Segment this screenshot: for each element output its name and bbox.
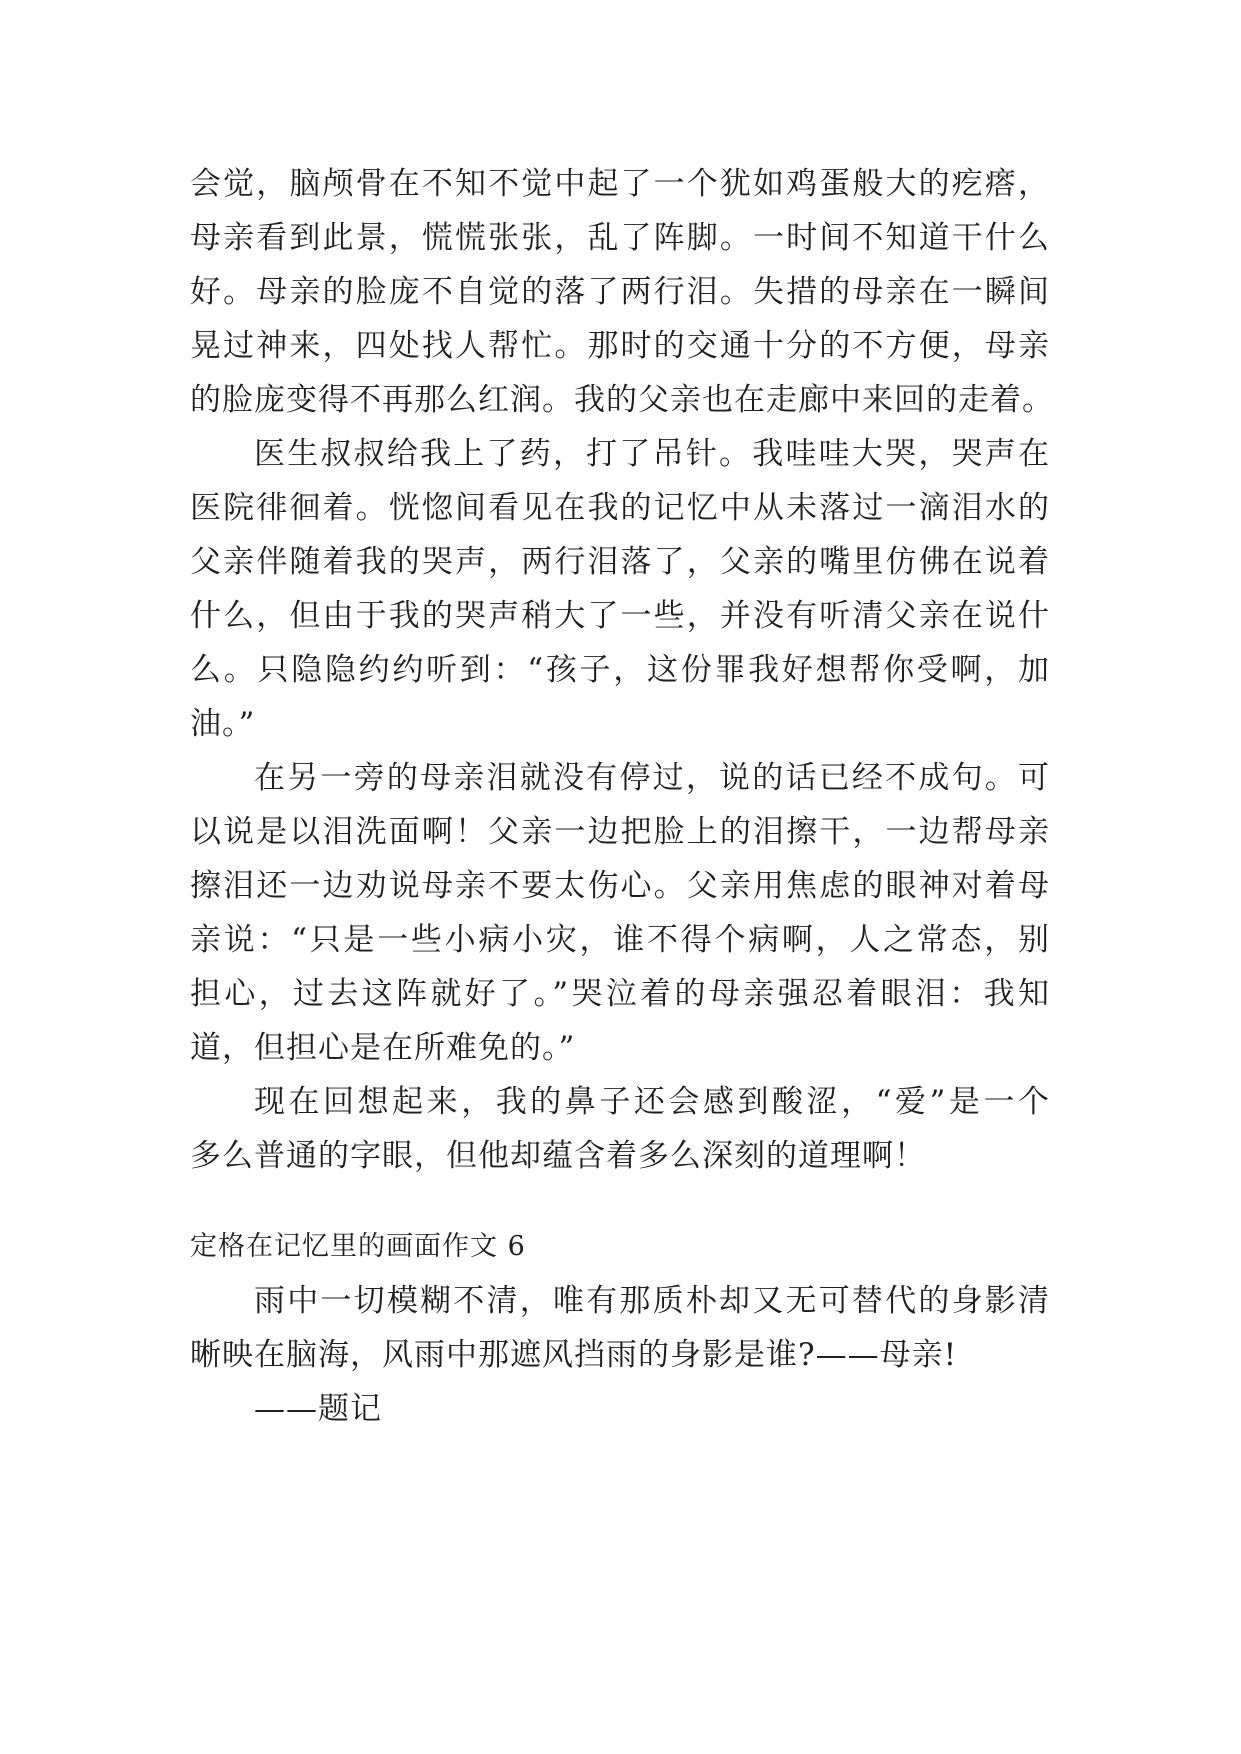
paragraph-line: 油。”: [190, 706, 256, 742]
paragraph-line: 什么，但由于我的哭声稍大了一些，并没有听清父亲在说什: [190, 598, 1050, 634]
paragraph-line: 父亲伴随着我的哭声，两行泪落了，父亲的嘴里仿佛在说着: [190, 544, 1050, 580]
paragraph-line: 会觉，脑颅骨在不知不觉中起了一个犹如鸡蛋般大的疙瘩，: [190, 166, 1050, 202]
paragraph-line: 医院徘徊着。恍惚间看见在我的记忆中从未落过一滴泪水的: [190, 490, 1050, 526]
paragraph-line: 多么普通的字眼，但他却蕴含着多么深刻的道理啊！: [190, 1138, 926, 1174]
paragraph-line: 么。只隐隐约约听到：“孩子，这份罪我好想帮你受啊，加: [190, 652, 1050, 688]
paragraph-line: 的脸庞变得不再那么红润。我的父亲也在走廊中来回的走着。: [190, 382, 1054, 418]
paragraph-line: 母亲看到此景，慌慌张张，乱了阵脚。一时间不知道干什么: [190, 220, 1050, 256]
paragraph-line: 在另一旁的母亲泪就没有停过，说的话已经不成句。可: [254, 760, 1050, 796]
paragraph-line: 医生叔叔给我上了药，打了吊针。我哇哇大哭，哭声在: [254, 436, 1050, 472]
paragraph-line: 晃过神来，四处找人帮忙。那时的交通十分的不方便，母亲: [190, 328, 1050, 364]
paragraph-line: 担心，过去这阵就好了。”哭泣着的母亲强忍着眼泪：我知: [190, 976, 1050, 1012]
paragraph-line: 亲说：“只是一些小病小灾，谁不得个病啊，人之常态，别: [190, 922, 1050, 958]
epigraph-attribution: ——题记: [254, 1391, 382, 1427]
paragraph-line: 雨中一切模糊不清，唯有那质朴却又无可替代的身影清: [254, 1283, 1050, 1319]
paragraph-line: 现在回想起来，我的鼻子还会感到酸涩，“爱”是一个: [254, 1084, 1050, 1120]
paragraph-line: 晰映在脑海，风雨中那遮风挡雨的身影是谁?——母亲!: [190, 1337, 958, 1373]
section-title: 定格在记忆里的画面作文 6: [190, 1231, 526, 1262]
paragraph-line: 道，但担心是在所难免的。”: [190, 1030, 576, 1066]
paragraph-line: 以说是以泪洗面啊！父亲一边把脸上的泪擦干，一边帮母亲: [190, 814, 1050, 850]
paragraph-line: 擦泪还一边劝说母亲不要太伤心。父亲用焦虑的眼神对着母: [190, 868, 1050, 904]
paragraph-line: 好。母亲的脸庞不自觉的落了两行泪。失措的母亲在一瞬间: [190, 274, 1050, 310]
